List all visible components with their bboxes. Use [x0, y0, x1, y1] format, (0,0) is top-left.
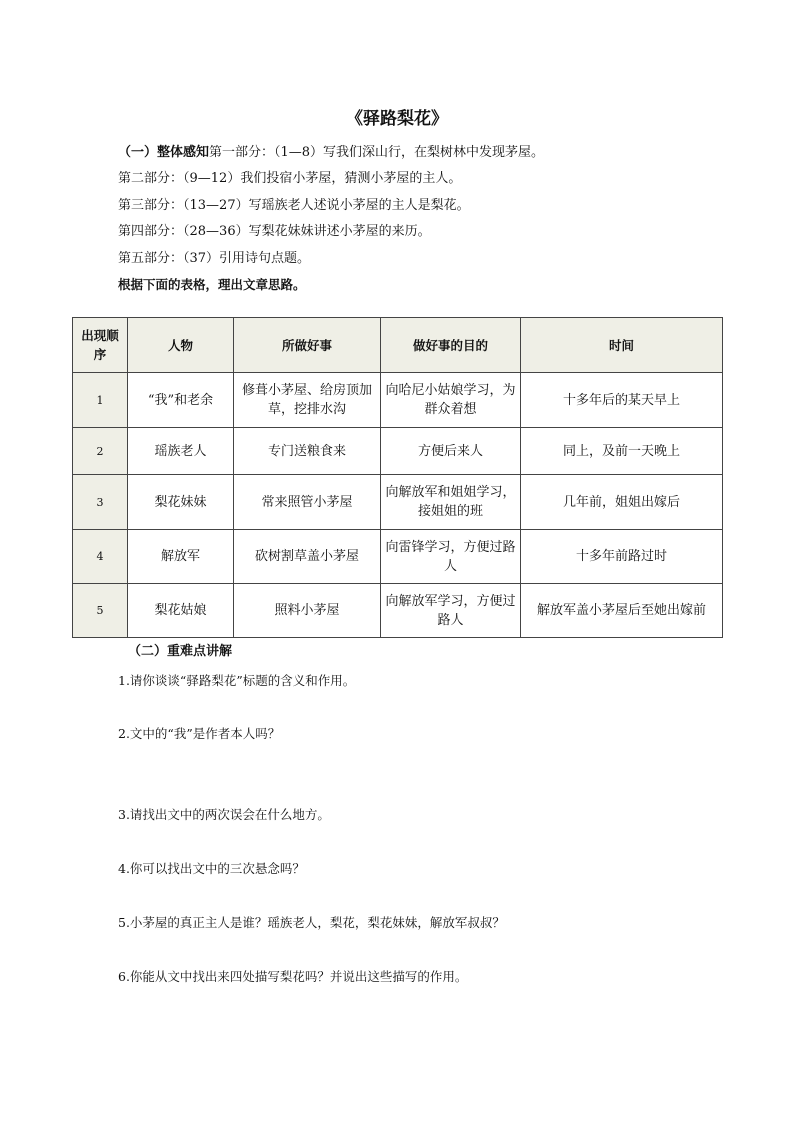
- header-person: 人物: [128, 318, 234, 373]
- part2-text: 第二部分：（9—12）我们投宿小茅屋，猜测小茅屋的主人。: [118, 171, 462, 186]
- deed-cell: 照料小茅屋: [234, 584, 381, 638]
- table-row: [73, 428, 723, 475]
- question-6: 6.你能从文中找出来四处描写梨花吗？并说出这些描写的作用。: [118, 969, 468, 984]
- purpose-cell: 向解放军学习，方便过路人: [381, 584, 521, 638]
- time-cell: 同上，及前一天晚上: [521, 428, 723, 475]
- header-time: 时间: [521, 318, 723, 373]
- person-cell: “我”和老余: [128, 373, 234, 428]
- question-4: 4.你可以找出文中的三次悬念吗？: [118, 861, 305, 876]
- purpose-cell: 向雷锋学习，方便过路人: [381, 530, 521, 584]
- time-cell: 解放军盖小茅屋后至她出嫁前: [521, 584, 723, 638]
- section1-heading: （一）整体感知: [118, 145, 210, 160]
- time-cell: 十多年后的某天早上: [521, 373, 723, 428]
- question-2: 2.文中的“我”是作者本人吗？: [118, 726, 281, 741]
- person-cell: 梨花妹妹: [128, 475, 234, 530]
- part5-text: 第五部分：（37）引用诗句点题。: [118, 251, 311, 266]
- table-row: [73, 373, 723, 428]
- part1-text: 第一部分：（1—8）写我们深山行，在梨树林中发现茅屋。: [209, 145, 545, 160]
- table-header-row: [73, 318, 723, 373]
- order-cell: 5: [73, 584, 128, 638]
- time-cell: 几年前，姐姐出嫁后: [521, 475, 723, 530]
- purpose-cell: 向解放军和姐姐学习，接姐姐的班: [381, 475, 521, 530]
- header-purpose: 做好事的目的: [381, 318, 521, 373]
- deed-cell: 常来照管小茅屋: [234, 475, 381, 530]
- deed-cell: 修葺小茅屋、给房顶加草，挖排水沟: [234, 373, 381, 428]
- purpose-cell: 方便后来人: [381, 428, 521, 475]
- order-cell: 4: [73, 530, 128, 584]
- table-row: [73, 584, 723, 638]
- order-cell: 2: [73, 428, 128, 475]
- story-table: [72, 317, 723, 638]
- question-5: 5.小茅屋的真正主人是谁？瑶族老人，梨花，梨花妹妹，解放军叔叔？: [118, 915, 505, 930]
- table-instruction: 根据下面的表格，理出文章思路。: [118, 277, 306, 292]
- order-cell: 3: [73, 475, 128, 530]
- overview-line: [118, 144, 544, 162]
- part4-text: 第四部分：（28—36）写梨花妹妹讲述小茅屋的来历。: [118, 224, 431, 239]
- part3-text: 第三部分：（13—27）写瑶族老人述说小茅屋的主人是梨花。: [118, 198, 470, 213]
- section2-heading: （二）重难点讲解: [128, 644, 233, 659]
- table-row: [73, 475, 723, 530]
- person-cell: 梨花姑娘: [128, 584, 234, 638]
- deed-cell: 专门送粮食来: [234, 428, 381, 475]
- page-title: 《驿路梨花》: [346, 109, 448, 129]
- purpose-cell: 向哈尼小姑娘学习，为群众着想: [381, 373, 521, 428]
- header-order: 出现顺序: [73, 318, 128, 373]
- question-1: 1.请你谈谈“驿路梨花”标题的含义和作用。: [118, 673, 356, 688]
- header-good-deed: 所做好事: [234, 318, 381, 373]
- question-3: 3.请找出文中的两次误会在什么地方。: [118, 807, 330, 822]
- table-row: [73, 530, 723, 584]
- person-cell: 解放军: [128, 530, 234, 584]
- order-cell: 1: [73, 373, 128, 428]
- person-cell: 瑶族老人: [128, 428, 234, 475]
- deed-cell: 砍树割草盖小茅屋: [234, 530, 381, 584]
- time-cell: 十多年前路过时: [521, 530, 723, 584]
